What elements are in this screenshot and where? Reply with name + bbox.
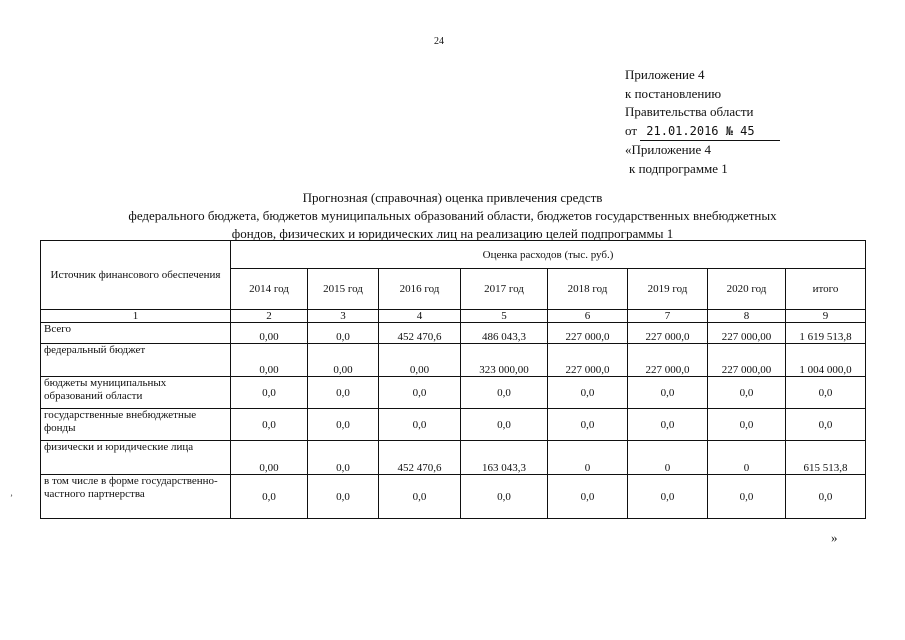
table-row-ppp — [41, 475, 866, 519]
table-cell: 0,0 — [548, 409, 628, 441]
table-cell: 0,0 — [308, 475, 379, 519]
table-cell: 0,0 — [308, 409, 379, 441]
table-cell: 0,0 — [379, 409, 461, 441]
row-label: федеральный бюджет — [41, 344, 231, 377]
budget-table — [40, 240, 866, 519]
total-header: итого — [786, 269, 866, 310]
table-cell: 0,0 — [379, 475, 461, 519]
column-number: 4 — [379, 310, 461, 323]
table-row-total — [41, 323, 866, 344]
page-number: 24 — [434, 36, 444, 47]
table-cell: 0,0 — [786, 377, 866, 409]
table-cell: 163 043,3 — [461, 441, 548, 475]
table-cell: 0,00 — [308, 344, 379, 377]
table-cell: 0,0 — [308, 323, 379, 344]
table-cell: 615 513,8 — [786, 441, 866, 475]
table-cell: 0,00 — [231, 323, 308, 344]
table-cell: 0,0 — [461, 409, 548, 441]
column-number: 2 — [231, 310, 308, 323]
title-line-3: фондов, физических и юридических лиц на реализацию целей подпрограммы 1 — [231, 226, 674, 241]
table-cell: 0,0 — [548, 377, 628, 409]
column-number: 8 — [708, 310, 786, 323]
table-cell: 0,0 — [308, 441, 379, 475]
column-number: 6 — [548, 310, 628, 323]
year-header: 2017 год — [461, 269, 548, 310]
table-cell: 227 000,0 — [628, 323, 708, 344]
table-row-federal — [41, 344, 866, 377]
year-header: 2016 год — [379, 269, 461, 310]
source-header: Источник финансового обеспечения — [41, 241, 231, 310]
table-cell: 452 470,6 — [379, 323, 461, 344]
appendix-line-6: к подпрограмме 1 — [629, 160, 728, 176]
table-cell: 0,00 — [231, 344, 308, 377]
table-cell: 0 — [628, 441, 708, 475]
row-label: физически и юридические лица — [41, 441, 231, 475]
table-cell: 1 004 000,0 — [786, 344, 866, 377]
column-number: 7 — [628, 310, 708, 323]
table-cell: 323 000,00 — [461, 344, 548, 377]
table-cell: 0,0 — [628, 409, 708, 441]
title-line-2: федерального бюджета, бюджетов муниципальных образований области, бюджетов государственных внебюджетных — [128, 208, 777, 223]
table-cell: 0 — [548, 441, 628, 475]
appendix-date-line — [625, 122, 780, 142]
table-cell: 0,0 — [708, 409, 786, 441]
row-label: государственные внебюджетные фонды — [41, 409, 231, 441]
table-cell: 0,0 — [786, 409, 866, 441]
appendix-block — [625, 66, 780, 178]
table-cell: 0,00 — [379, 344, 461, 377]
table-cell: 227 000,0 — [628, 344, 708, 377]
table-cell: 227 000,0 — [548, 344, 628, 377]
table-cell: 227 000,00 — [708, 344, 786, 377]
table-cell: 0,0 — [379, 377, 461, 409]
column-number: 5 — [461, 310, 548, 323]
row-label: в том числе в форме государственно-частного партнерства — [41, 475, 231, 519]
table-cell: 0,0 — [628, 377, 708, 409]
expense-group-header: Оценка расходов (тыс. руб.) — [231, 241, 866, 269]
row-label: Всего — [41, 323, 231, 344]
row-label: бюджеты муниципальных образований области — [41, 377, 231, 409]
table-row-extrabudgetary — [41, 409, 866, 441]
table-cell: 0,0 — [231, 475, 308, 519]
table-cell: 486 043,3 — [461, 323, 548, 344]
column-number: 9 — [786, 310, 866, 323]
table-cell: 0,0 — [231, 409, 308, 441]
year-header: 2014 год — [231, 269, 308, 310]
table-cell: 0,0 — [461, 377, 548, 409]
table-cell: 0,0 — [461, 475, 548, 519]
table-row-individuals — [41, 441, 866, 475]
appendix-line-2: к постановлению — [625, 85, 722, 101]
year-header: 2020 год — [708, 269, 786, 310]
table-cell: 0,0 — [308, 377, 379, 409]
date-prefix: от — [625, 122, 638, 138]
table-cell: 227 000,0 — [548, 323, 628, 344]
table-cell: 1 619 513,8 — [786, 323, 866, 344]
date-value: 21.01.2016 № 45 — [646, 123, 755, 138]
column-number: 3 — [308, 310, 379, 323]
column-number-row — [41, 310, 866, 323]
table-cell: 0,0 — [786, 475, 866, 519]
table-cell: 0,0 — [231, 377, 308, 409]
table-row-municipal — [41, 377, 866, 409]
table-cell: 0,0 — [708, 377, 786, 409]
year-header: 2019 год — [628, 269, 708, 310]
table-cell: 0 — [708, 441, 786, 475]
document-title — [40, 189, 865, 243]
appendix-line-1: Приложение 4 — [625, 67, 705, 82]
appendix-line-3: Правительства области — [625, 104, 754, 119]
table-cell: 0,0 — [548, 475, 628, 519]
year-header: 2018 год — [548, 269, 628, 310]
table-cell: 0,0 — [708, 475, 786, 519]
appendix-line-5: «Приложение 4 — [625, 142, 712, 157]
table-cell: 227 000,00 — [708, 323, 786, 344]
year-header: 2015 год — [308, 269, 379, 310]
table-cell: 0,00 — [231, 441, 308, 475]
table-cell: 452 470,6 — [379, 441, 461, 475]
title-line-1: Прогнозная (справочная) оценка привлечения средств — [302, 190, 603, 205]
margin-mark: ʼ — [10, 493, 13, 503]
closing-quote-mark: » — [831, 530, 838, 545]
table-cell: 0,0 — [628, 475, 708, 519]
column-number: 1 — [41, 310, 231, 323]
